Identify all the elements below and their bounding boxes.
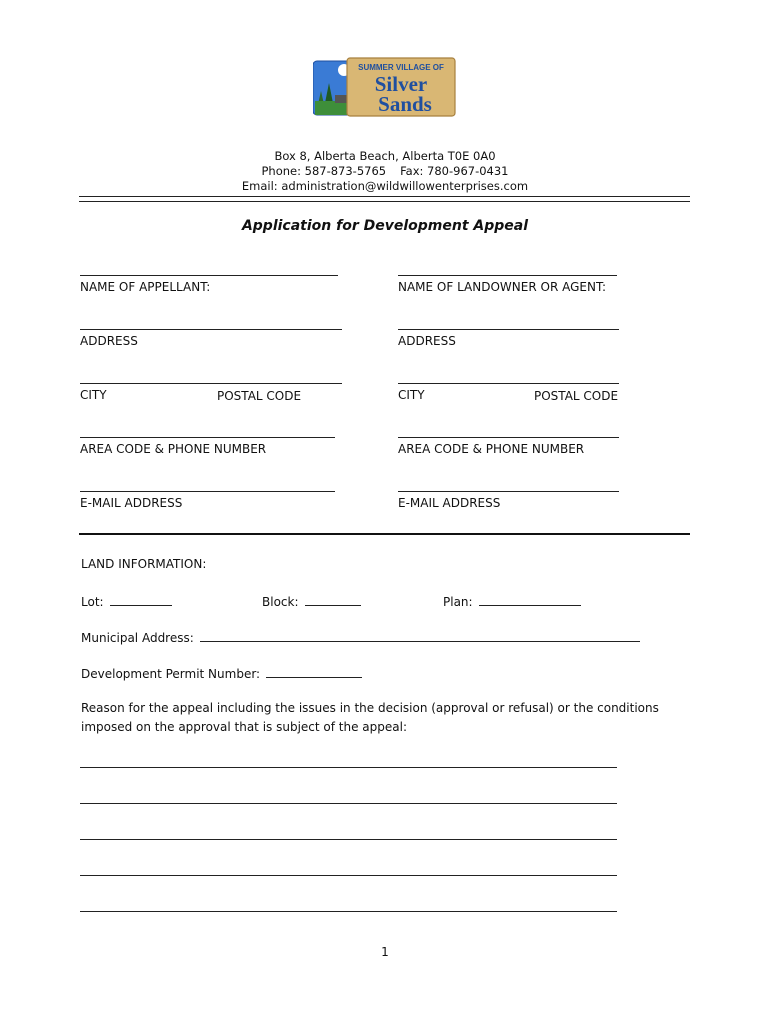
landowner-phone-field[interactable] (398, 437, 619, 456)
municipal-address-label: Municipal Address: (81, 631, 194, 645)
logo-line1: SUMMER VILLAGE OF (358, 63, 444, 72)
appellant-email-field[interactable] (80, 491, 335, 510)
lot-label: Lot: (81, 595, 104, 609)
permit-number-label: Development Permit Number: (81, 667, 261, 681)
section-divider (79, 533, 690, 535)
appellant-name-field[interactable] (80, 275, 338, 294)
phone-fax-line (0, 164, 770, 179)
reason-input-line[interactable] (80, 911, 617, 912)
permit-number-field[interactable] (81, 665, 362, 681)
plan-field[interactable] (443, 593, 581, 609)
reason-input-line[interactable] (80, 839, 617, 840)
contact-block (0, 149, 770, 194)
appellant-phone-label: AREA CODE & PHONE NUMBER (80, 442, 267, 456)
landowner-name-label: NAME OF LANDOWNER OR AGENT: (398, 280, 607, 294)
plan-label: Plan: (443, 595, 473, 609)
appellant-city-postal-field[interactable] (80, 383, 342, 413)
landowner-address-field[interactable] (398, 329, 619, 348)
appellant-postal-label: POSTAL CODE (217, 389, 302, 403)
appellant-email-label: E-MAIL ADDRESS (80, 496, 183, 510)
logo-line2: Silver (374, 72, 428, 96)
landowner-email-label: E-MAIL ADDRESS (398, 496, 501, 510)
municipal-address-input-line[interactable] (200, 629, 640, 642)
office-phone: Phone: 587-873-5765 (261, 164, 387, 178)
reason-input-line[interactable] (80, 767, 617, 768)
landowner-email-field[interactable] (398, 491, 619, 510)
landowner-address-label: ADDRESS (398, 334, 456, 348)
block-input-line[interactable] (305, 593, 361, 606)
logo-line3: Sands (378, 92, 432, 116)
landowner-phone-label: AREA CODE & PHONE NUMBER (398, 442, 585, 456)
reason-input-line[interactable] (80, 875, 617, 876)
form-title: Application for Development Appeal (241, 218, 529, 234)
landowner-postal-label: POSTAL CODE (534, 389, 619, 403)
permit-number-input-line[interactable] (266, 665, 362, 678)
lot-field[interactable] (81, 593, 172, 609)
reason-text-line1: Reason for the appeal including the issues in the decision (approval or refusal) or the conditions (81, 701, 659, 715)
block-field[interactable] (262, 593, 361, 609)
appellant-name-label: NAME OF APPELLANT: (80, 280, 211, 294)
appellant-address-field[interactable] (80, 329, 342, 348)
reason-input-line[interactable] (80, 803, 617, 804)
appellant-phone-field[interactable] (80, 437, 335, 456)
silver-sands-logo (313, 55, 457, 119)
office-address: Box 8, Alberta Beach, Alberta T0E 0A0 (274, 149, 496, 163)
office-email: Email: administration@wildwillowenterprises.com (241, 179, 529, 193)
landowner-name-field[interactable] (398, 275, 617, 294)
municipal-address-field[interactable] (81, 629, 640, 645)
block-label: Block: (262, 595, 299, 609)
land-info-heading: LAND INFORMATION: (81, 557, 207, 571)
office-fax: Fax: 780-967-0431 (400, 164, 509, 178)
appellant-address-label: ADDRESS (80, 334, 138, 348)
reason-text-line2: imposed on the approval that is subject of the appeal: (81, 720, 408, 734)
landowner-city-label: CITY (398, 388, 425, 402)
lot-input-line[interactable] (110, 593, 172, 606)
appellant-city-label: CITY (80, 388, 107, 402)
plan-input-line[interactable] (479, 593, 581, 606)
page-number: 1 (381, 945, 389, 959)
landowner-city-postal-field[interactable] (398, 383, 619, 413)
header-divider (79, 196, 690, 202)
